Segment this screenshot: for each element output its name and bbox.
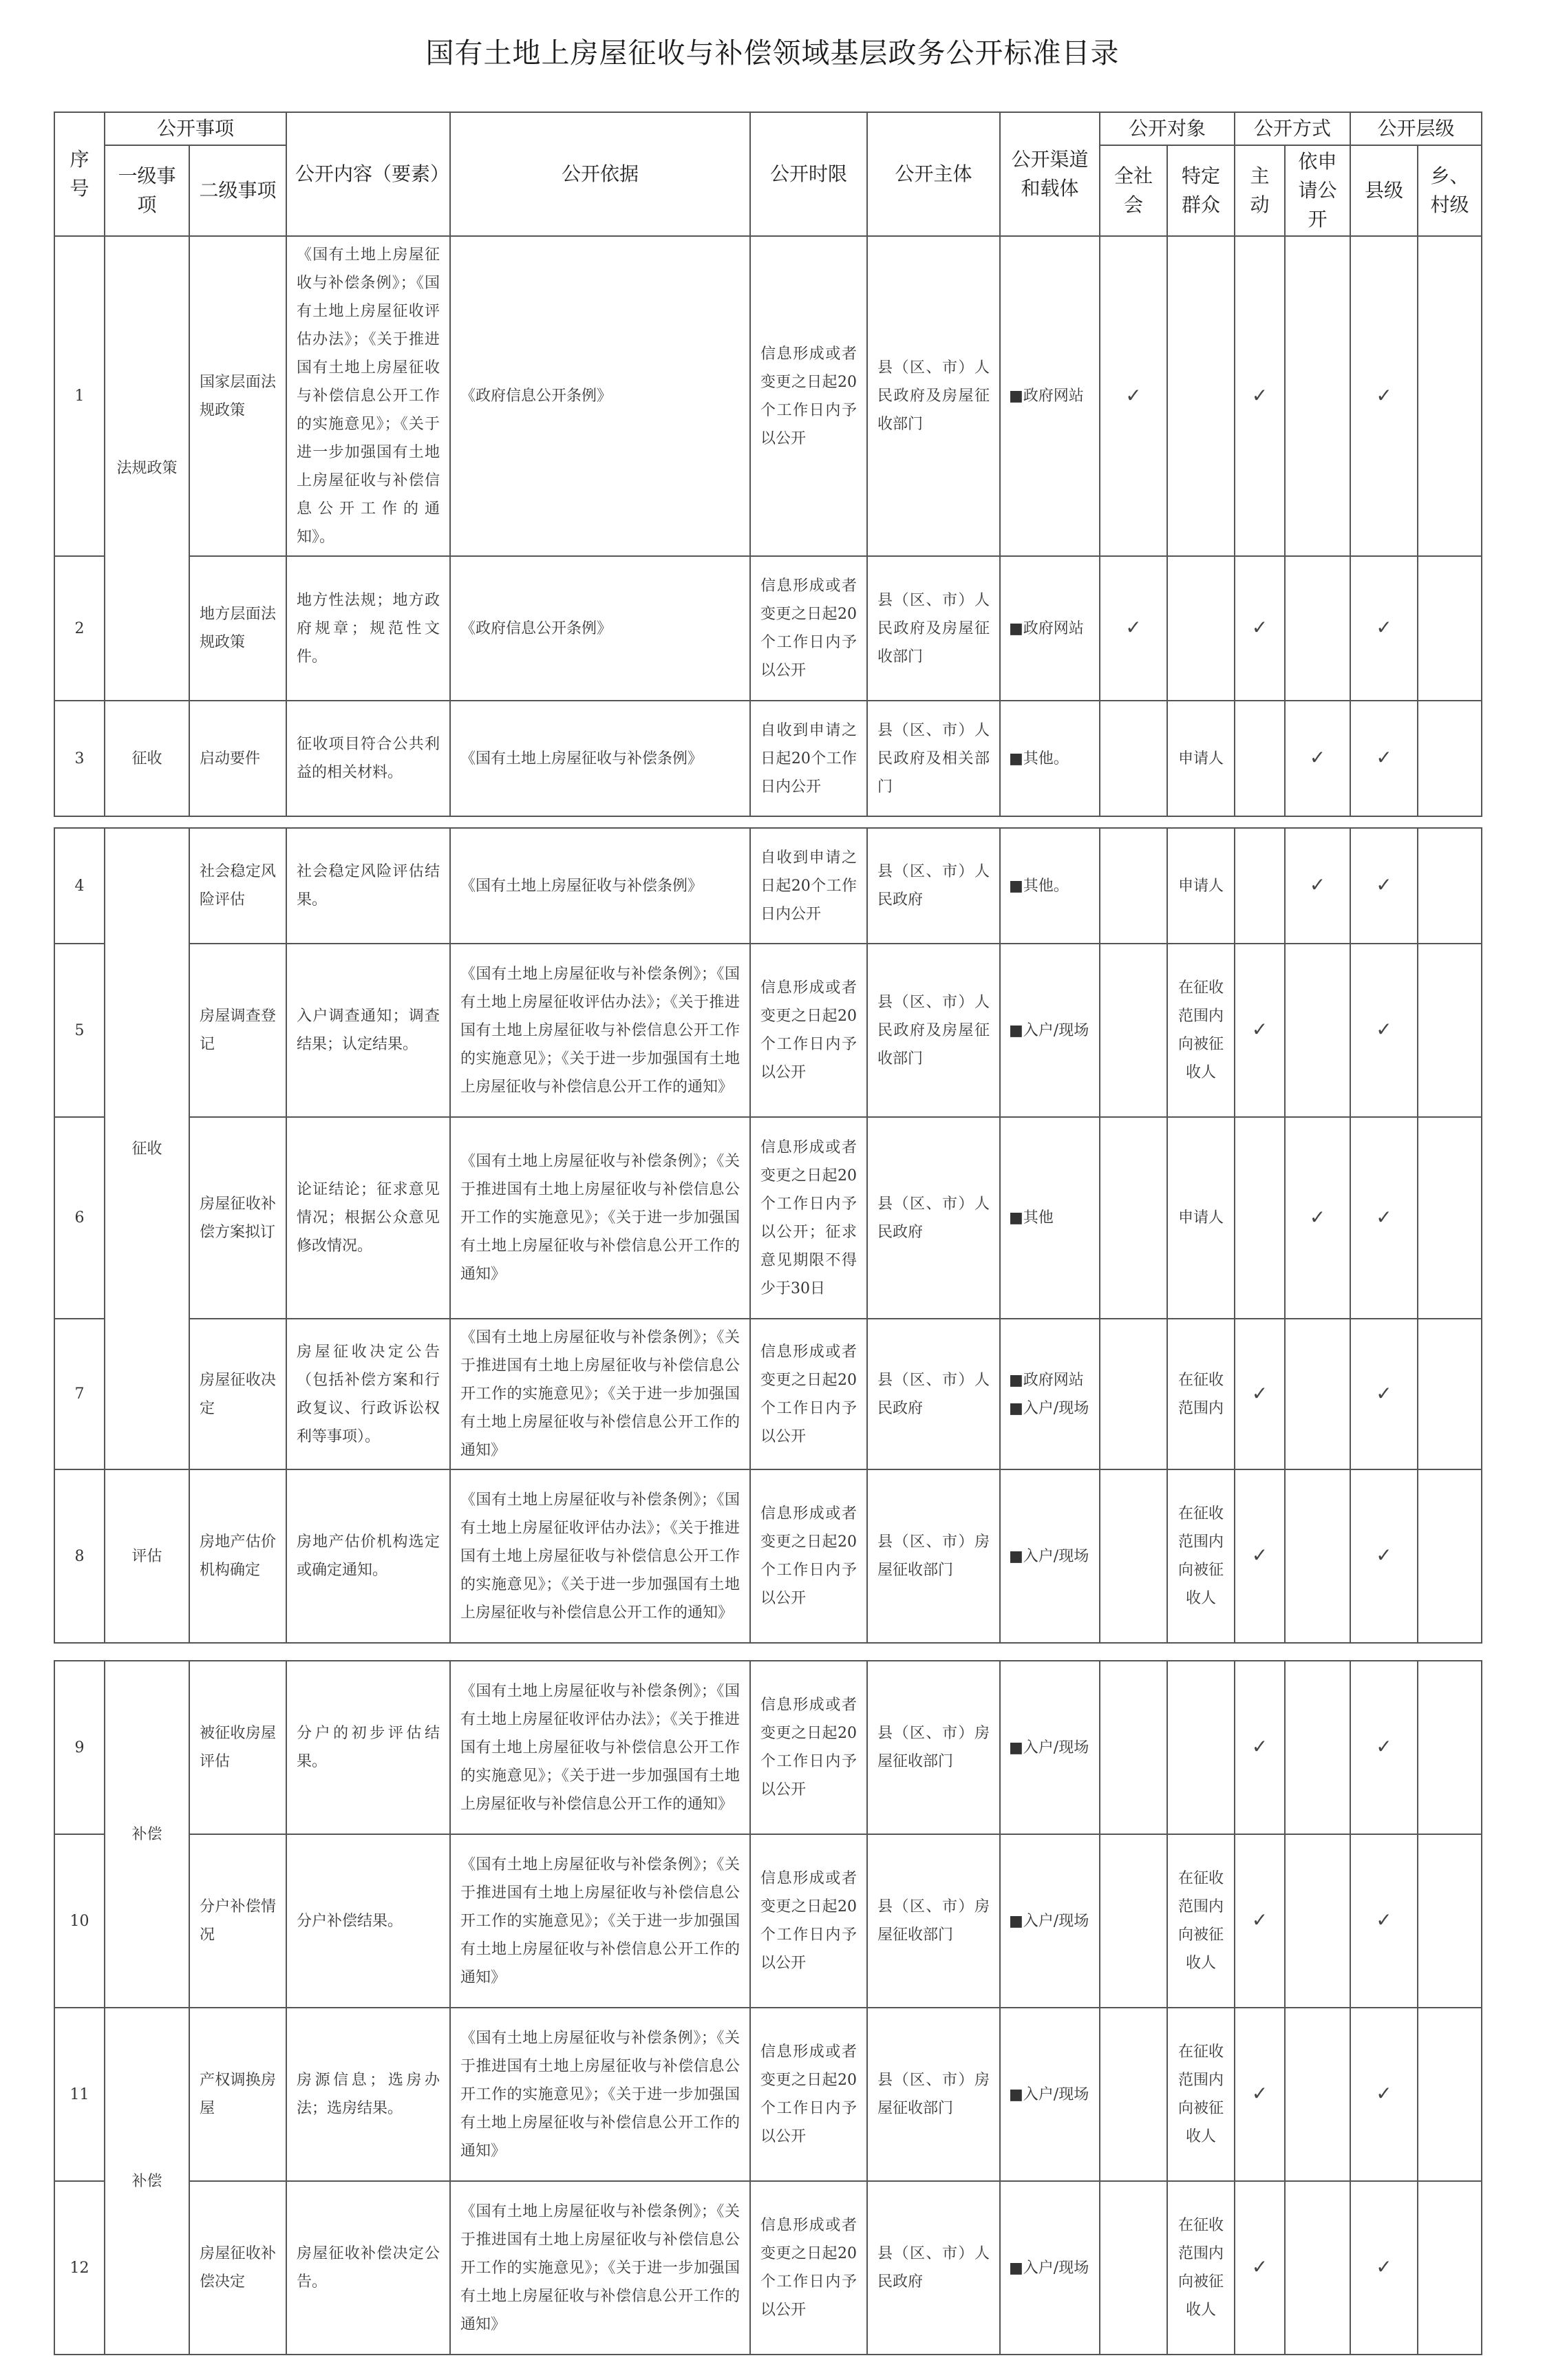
catalog-table-part-3 <box>54 1660 1482 2355</box>
check-village <box>1418 828 1482 944</box>
header-layer: 公开层级 <box>1350 112 1482 145</box>
check-county <box>1350 944 1418 1117</box>
check-apply <box>1285 1319 1350 1469</box>
header-active: 主动 <box>1235 145 1285 236</box>
row-item: 房屋征收补偿决定 <box>189 2181 286 2355</box>
row-channel <box>1000 1319 1100 1469</box>
row-item: 被征收房屋评估 <box>189 1661 286 1834</box>
row-no: 12 <box>54 2181 105 2355</box>
checkmark-icon: ✓ <box>1251 2082 1268 2105</box>
header-content: 公开内容（要素） <box>286 112 450 236</box>
header-row-top <box>54 112 1482 145</box>
row-time: 自收到申请之日起20个工作日内公开 <box>750 828 867 944</box>
checkmark-icon: ✓ <box>1376 616 1392 639</box>
check-village <box>1418 236 1482 556</box>
check-county <box>1350 236 1418 556</box>
row-content: 房屋征收决定公告（包括补偿方案和行政复议、行政诉讼权利等事项）。 <box>286 1319 450 1469</box>
check-village <box>1418 701 1482 816</box>
checkmark-icon: ✓ <box>1309 873 1326 896</box>
row-basis: 《国有土地上房屋征收与补偿条例》；《关于推进国有土地上房屋征收与补偿信息公开工作的实施意见》；《关于进一步加强国有土地上房屋征收与补偿信息公开工作的通知》 <box>450 1319 750 1469</box>
check-society <box>1100 828 1167 944</box>
row-item: 房屋征收决定 <box>189 1319 286 1469</box>
row-specific: 申请人 <box>1167 701 1235 816</box>
row-time: 信息形成或者变更之日起20个工作日内予以公开 <box>750 2008 867 2181</box>
row-content: 征收项目符合公共利益的相关材料。 <box>286 701 450 816</box>
check-apply <box>1285 1469 1350 1643</box>
check-society <box>1100 1319 1167 1469</box>
check-society <box>1100 556 1167 701</box>
row-item: 房屋征收补偿方案拟订 <box>189 1117 286 1319</box>
row-specific <box>1167 556 1235 701</box>
check-village <box>1418 1469 1482 1643</box>
row-subject: 县（区、市）人民政府 <box>867 1117 1000 1319</box>
row-no: 8 <box>54 1469 105 1643</box>
row-item: 社会稳定风险评估 <box>189 828 286 944</box>
checkmark-icon: ✓ <box>1125 616 1142 639</box>
row-content: 入户调查通知；调查结果；认定结果。 <box>286 944 450 1117</box>
row-subject: 县（区、市）人民政府及房屋征收部门 <box>867 236 1000 556</box>
check-active <box>1235 701 1285 816</box>
check-county <box>1350 1661 1418 1834</box>
row-channel: ■政府网站 <box>1000 236 1100 556</box>
checkmark-icon: ✓ <box>1251 383 1268 407</box>
row-basis: 《国有土地上房屋征收与补偿条例》；《国有土地上房屋征收评估办法》；《关于推进国有土地上房屋征收与补偿信息公开工作的实施意见》；《关于进一步加强国有土地上房屋征收与补偿信息公开工作的通知》 <box>450 1661 750 1834</box>
checkmark-icon: ✓ <box>1251 1381 1268 1405</box>
check-village <box>1418 556 1482 701</box>
row-time: 信息形成或者变更之日起20个工作日内予以公开 <box>750 556 867 701</box>
check-county <box>1350 1319 1418 1469</box>
checkmark-icon: ✓ <box>1376 2255 1392 2278</box>
row-subject: 县（区、市）人民政府及房屋征收部门 <box>867 944 1000 1117</box>
check-apply <box>1285 1661 1350 1834</box>
check-active <box>1235 1834 1285 2008</box>
check-village <box>1418 944 1482 1117</box>
check-apply <box>1285 1834 1350 2008</box>
checkmark-icon: ✓ <box>1376 383 1392 407</box>
row-specific: 在征收范围内向被征收人 <box>1167 1469 1235 1643</box>
row-basis: 《国有土地上房屋征收与补偿条例》；《国有土地上房屋征收评估办法》；《关于推进国有土地上房屋征收与补偿信息公开工作的实施意见》；《关于进一步加强国有土地上房屋征收与补偿信息公开工作的通知》 <box>450 944 750 1117</box>
level1-cell: 征收 <box>105 828 189 1469</box>
check-village <box>1418 1834 1482 2008</box>
check-active <box>1235 236 1285 556</box>
check-apply <box>1285 944 1350 1117</box>
row-specific: 在征收范围内向被征收人 <box>1167 1834 1235 2008</box>
row-item: 产权调换房屋 <box>189 2008 286 2181</box>
row-channel: ■政府网站 <box>1000 556 1100 701</box>
row-no: 5 <box>54 944 105 1117</box>
check-active <box>1235 556 1285 701</box>
check-active <box>1235 944 1285 1117</box>
check-active <box>1235 2181 1285 2355</box>
header-seq: 序号 <box>54 112 105 236</box>
row-basis: 《国有土地上房屋征收与补偿条例》 <box>450 701 750 816</box>
check-active <box>1235 828 1285 944</box>
checkmark-icon: ✓ <box>1376 1381 1392 1405</box>
check-society <box>1100 1834 1167 2008</box>
check-active <box>1235 1117 1285 1319</box>
check-active <box>1235 2008 1285 2181</box>
table-row <box>54 1117 1482 1319</box>
row-channel: ■其他 <box>1000 1117 1100 1319</box>
row-no: 11 <box>54 2008 105 2181</box>
row-content: 论证结论；征求意见情况；根据公众意见修改情况。 <box>286 1117 450 1319</box>
row-channel: ■入户/现场 <box>1000 1661 1100 1834</box>
check-county <box>1350 828 1418 944</box>
row-subject: 县（区、市）房屋征收部门 <box>867 2008 1000 2181</box>
checkmark-icon: ✓ <box>1309 746 1326 769</box>
row-basis: 《国有土地上房屋征收与补偿条例》；《国有土地上房屋征收评估办法》；《关于推进国有土地上房屋征收与补偿信息公开工作的实施意见》；《关于进一步加强国有土地上房屋征收与补偿信息公开工作的通知》 <box>450 1469 750 1643</box>
table-row <box>54 556 1482 701</box>
row-item: 房地产估价机构确定 <box>189 1469 286 1643</box>
header-county: 县级 <box>1350 145 1418 236</box>
check-apply <box>1285 828 1350 944</box>
level1-cell: 法规政策 <box>105 236 189 701</box>
table-row <box>54 2181 1482 2355</box>
row-content: 房源信息；选房办法；选房结果。 <box>286 2008 450 2181</box>
check-society <box>1100 2008 1167 2181</box>
checkmark-icon: ✓ <box>1251 616 1268 639</box>
row-basis: 《政府信息公开条例》 <box>450 236 750 556</box>
channel-line: ■入户/现场 <box>1009 1399 1089 1417</box>
row-specific: 申请人 <box>1167 1117 1235 1319</box>
checkmark-icon: ✓ <box>1251 2255 1268 2278</box>
header-mode: 公开方式 <box>1235 112 1350 145</box>
row-channel: ■其他。 <box>1000 701 1100 816</box>
row-subject: 县（区、市）房屋征收部门 <box>867 1469 1000 1643</box>
header-village: 乡、村级 <box>1418 145 1482 236</box>
table-row <box>54 944 1482 1117</box>
checkmark-icon: ✓ <box>1376 873 1392 896</box>
row-specific: 申请人 <box>1167 828 1235 944</box>
check-active <box>1235 1469 1285 1643</box>
check-apply <box>1285 556 1350 701</box>
row-content: 地方性法规；地方政府规章；规范性文件。 <box>286 556 450 701</box>
table-row <box>54 1469 1482 1643</box>
check-apply <box>1285 2181 1350 2355</box>
row-channel: ■入户/现场 <box>1000 2008 1100 2181</box>
catalog-table-part-1 <box>54 111 1482 817</box>
check-society <box>1100 1661 1167 1834</box>
check-village <box>1418 2008 1482 2181</box>
check-apply <box>1285 236 1350 556</box>
row-item: 地方层面法规政策 <box>189 556 286 701</box>
row-no: 1 <box>54 236 105 556</box>
row-item: 房屋调查登记 <box>189 944 286 1117</box>
checkmark-icon: ✓ <box>1251 1909 1268 1931</box>
row-subject: 县（区、市）人民政府及相关部门 <box>867 701 1000 816</box>
header-apply: 依申请公开 <box>1285 145 1350 236</box>
check-county <box>1350 556 1418 701</box>
check-apply <box>1285 1117 1350 1319</box>
checkmark-icon: ✓ <box>1376 1018 1392 1041</box>
header-specific: 特定群众 <box>1167 145 1235 236</box>
row-content: 《国有土地上房屋征收与补偿条例》；《国有土地上房屋征收评估办法》；《关于推进国有土地上房屋征收与补偿信息公开工作的实施意见》；《关于进一步加强国有土地上房屋征收与补偿信息公开工作的通知》。 <box>286 236 450 556</box>
check-society <box>1100 701 1167 816</box>
row-time: 信息形成或者变更之日起20个工作日内予以公开；征求意见期限不得少于30日 <box>750 1117 867 1319</box>
header-channel: 公开渠道和载体 <box>1000 112 1100 236</box>
table-row <box>54 1661 1482 1834</box>
check-society <box>1100 944 1167 1117</box>
row-item: 国家层面法规政策 <box>189 236 286 556</box>
check-county <box>1350 1834 1418 2008</box>
row-time: 信息形成或者变更之日起20个工作日内予以公开 <box>750 236 867 556</box>
checkmark-icon: ✓ <box>1376 1909 1392 1931</box>
catalog-table-part-2 <box>54 827 1482 1644</box>
row-content: 分户的初步评估结果。 <box>286 1661 450 1834</box>
row-specific: 在征收范围内向被征收人 <box>1167 944 1235 1117</box>
row-time: 信息形成或者变更之日起20个工作日内予以公开 <box>750 944 867 1117</box>
row-no: 2 <box>54 556 105 701</box>
row-specific: 在征收范围内向被征收人 <box>1167 2181 1235 2355</box>
check-village <box>1418 1117 1482 1319</box>
row-specific: 在征收范围内向被征收人 <box>1167 2008 1235 2181</box>
header-target: 公开对象 <box>1100 112 1235 145</box>
checkmark-icon: ✓ <box>1376 1544 1392 1566</box>
row-time: 信息形成或者变更之日起20个工作日内予以公开 <box>750 1834 867 2008</box>
row-channel: ■入户/现场 <box>1000 1469 1100 1643</box>
row-time: 自收到申请之日起20个工作日内公开 <box>750 701 867 816</box>
level1-cell: 补偿 <box>105 1661 189 2008</box>
header-time: 公开时限 <box>750 112 867 236</box>
row-no: 6 <box>54 1117 105 1319</box>
checkmark-icon: ✓ <box>1309 1205 1326 1229</box>
header-items: 公开事项 <box>105 112 286 145</box>
row-no: 10 <box>54 1834 105 2008</box>
check-active <box>1235 1661 1285 1834</box>
row-basis: 《国有土地上房屋征收与补偿条例》；《关于推进国有土地上房屋征收与补偿信息公开工作的实施意见》；《关于进一步加强国有土地上房屋征收与补偿信息公开工作的通知》 <box>450 1117 750 1319</box>
header-level1: 一级事项 <box>105 145 189 236</box>
table-row <box>54 828 1482 944</box>
checkmark-icon: ✓ <box>1125 383 1142 407</box>
row-channel: ■入户/现场 <box>1000 1834 1100 2008</box>
table-row <box>54 701 1482 816</box>
row-item: 启动要件 <box>189 701 286 816</box>
row-specific <box>1167 236 1235 556</box>
row-content: 社会稳定风险评估结果。 <box>286 828 450 944</box>
level1-cell: 征收 <box>105 701 189 816</box>
row-no: 3 <box>54 701 105 816</box>
row-time: 信息形成或者变更之日起20个工作日内予以公开 <box>750 2181 867 2355</box>
row-specific <box>1167 1661 1235 1834</box>
row-time: 信息形成或者变更之日起20个工作日内予以公开 <box>750 1661 867 1834</box>
row-subject: 县（区、市）人民政府 <box>867 828 1000 944</box>
table-row <box>54 1319 1482 1469</box>
check-village <box>1418 1319 1482 1469</box>
check-society <box>1100 1117 1167 1319</box>
row-no: 7 <box>54 1319 105 1469</box>
row-content: 房地产估价机构选定或确定通知。 <box>286 1469 450 1643</box>
check-apply <box>1285 2008 1350 2181</box>
row-time: 信息形成或者变更之日起20个工作日内予以公开 <box>750 1469 867 1643</box>
row-channel: ■入户/现场 <box>1000 944 1100 1117</box>
check-active <box>1235 1319 1285 1469</box>
row-time: 信息形成或者变更之日起20个工作日内予以公开 <box>750 1319 867 1469</box>
checkmark-icon: ✓ <box>1251 1735 1268 1758</box>
row-subject: 县（区、市）人民政府及房屋征收部门 <box>867 556 1000 701</box>
check-society <box>1100 1469 1167 1643</box>
row-channel: ■其他。 <box>1000 828 1100 944</box>
row-no: 4 <box>54 828 105 944</box>
check-county <box>1350 2008 1418 2181</box>
check-society <box>1100 236 1167 556</box>
checkmark-icon: ✓ <box>1251 1018 1268 1041</box>
page-title: 国有土地上房屋征收与补偿领域基层政务公开标准目录 <box>425 36 1120 70</box>
level1-cell: 评估 <box>105 1469 189 1643</box>
check-apply <box>1285 701 1350 816</box>
checkmark-icon: ✓ <box>1251 1544 1268 1566</box>
table-row <box>54 236 1482 556</box>
row-no: 9 <box>54 1661 105 1834</box>
header-subject: 公开主体 <box>867 112 1000 236</box>
row-basis: 《国有土地上房屋征收与补偿条例》；《关于推进国有土地上房屋征收与补偿信息公开工作的实施意见》；《关于进一步加强国有土地上房屋征收与补偿信息公开工作的通知》 <box>450 2181 750 2355</box>
table-row <box>54 1834 1482 2008</box>
check-county <box>1350 1469 1418 1643</box>
row-specific: 在征收范围内 <box>1167 1319 1235 1469</box>
row-subject: 县（区、市）房屋征收部门 <box>867 1661 1000 1834</box>
check-village <box>1418 1661 1482 1834</box>
row-channel: ■入户/现场 <box>1000 2181 1100 2355</box>
row-basis: 《国有土地上房屋征收与补偿条例》 <box>450 828 750 944</box>
check-county <box>1350 2181 1418 2355</box>
row-basis: 《国有土地上房屋征收与补偿条例》；《关于推进国有土地上房屋征收与补偿信息公开工作的实施意见》；《关于进一步加强国有土地上房屋征收与补偿信息公开工作的通知》 <box>450 1834 750 2008</box>
header-society: 全社会 <box>1100 145 1167 236</box>
row-item: 分户补偿情况 <box>189 1834 286 2008</box>
check-county <box>1350 701 1418 816</box>
row-basis: 《政府信息公开条例》 <box>450 556 750 701</box>
row-content: 分户补偿结果。 <box>286 1834 450 2008</box>
row-subject: 县（区、市）人民政府 <box>867 1319 1000 1469</box>
row-content: 房屋征收补偿决定公告。 <box>286 2181 450 2355</box>
checkmark-icon: ✓ <box>1376 1735 1392 1758</box>
level1-cell: 补偿 <box>105 2008 189 2355</box>
channel-line: ■政府网站 <box>1009 1371 1084 1389</box>
header-basis: 公开依据 <box>450 112 750 236</box>
check-village <box>1418 2181 1482 2355</box>
row-basis: 《国有土地上房屋征收与补偿条例》；《关于推进国有土地上房屋征收与补偿信息公开工作的实施意见》；《关于进一步加强国有土地上房屋征收与补偿信息公开工作的通知》 <box>450 2008 750 2181</box>
checkmark-icon: ✓ <box>1376 1205 1392 1229</box>
row-subject: 县（区、市）房屋征收部门 <box>867 1834 1000 2008</box>
table-row <box>54 2008 1482 2181</box>
check-society <box>1100 2181 1167 2355</box>
header-level2: 二级事项 <box>189 145 286 236</box>
row-subject: 县（区、市）人民政府 <box>867 2181 1000 2355</box>
checkmark-icon: ✓ <box>1376 2082 1392 2105</box>
check-county <box>1350 1117 1418 1319</box>
checkmark-icon: ✓ <box>1376 746 1392 769</box>
